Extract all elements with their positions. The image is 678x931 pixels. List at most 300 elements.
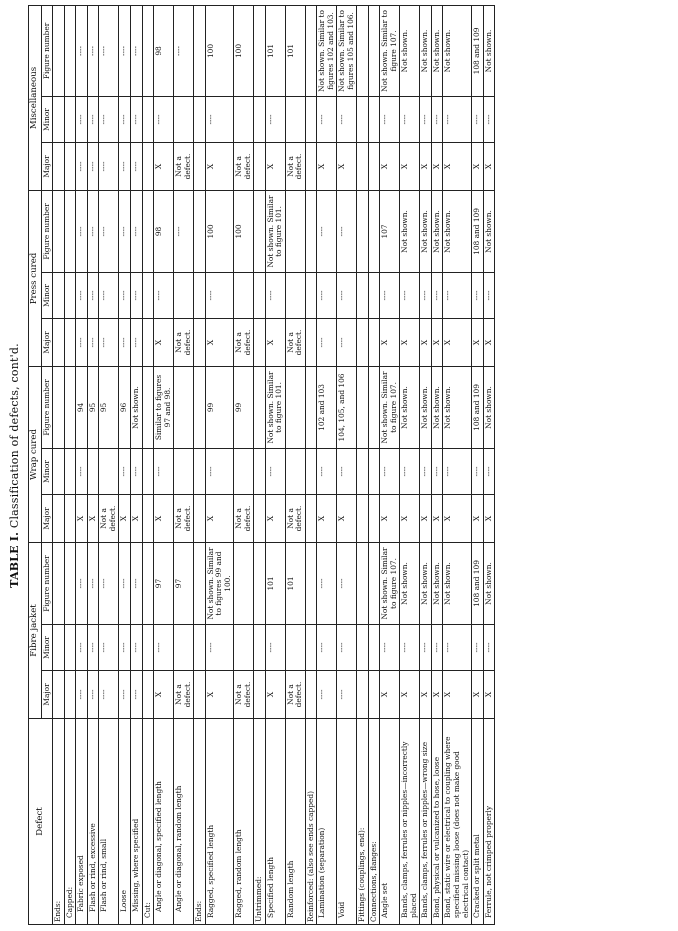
table-cell [64,5,76,96]
table-cell: 101 [265,542,285,624]
table-row [285,5,305,924]
table-cell: Not shown. [443,542,472,624]
table-cell: X [154,671,174,719]
table-cell: X [400,318,420,366]
table-cell: ---- [131,142,143,190]
table-cell: X [472,494,484,542]
defect-label: Missing, where specified [131,719,143,925]
table-cell: ---- [472,272,484,318]
defect-label: Flash or rind, small [99,719,119,925]
table-cell: ---- [431,625,443,671]
table-cell [64,190,76,272]
defect-label: Cracked or split metal [472,719,484,925]
table-cell: ---- [380,96,400,142]
table-cell: ---- [154,96,174,142]
table-cell: ---- [131,448,143,494]
table-cell [142,366,154,448]
subheader-figure-number: Figure number [41,190,53,272]
table-cell: ---- [337,96,357,142]
table-cell: ---- [337,448,357,494]
table-cell: 108 and 109 [472,542,484,624]
table-cell: ---- [472,448,484,494]
table-cell: 100 [234,190,254,272]
table-cell [368,190,380,272]
table-cell [53,448,65,494]
table-cell: 104, 105, and 106 [337,366,357,448]
table-cell: 95 [99,366,119,448]
table-cell [53,318,65,366]
table-cell [305,625,317,671]
table-cell: Not shown. [420,5,432,96]
defect-label: Fabric exposed [76,719,88,925]
table-cell: ---- [119,190,131,272]
table-cell: ---- [317,448,337,494]
defect-label: Lamination (separation) [317,719,337,925]
table-cell [305,142,317,190]
table-cell [234,542,254,624]
table-cell: ---- [119,272,131,318]
table-cell [234,625,254,671]
table-cell [87,448,99,494]
table-cell: ---- [205,448,234,494]
table-cell: X [431,142,443,190]
table-cell: Not shown. [400,190,420,272]
defect-label: Loose [119,719,131,925]
table-cell: ---- [174,190,194,272]
table-cell: ---- [76,625,88,671]
table-cell: Not a defect. [234,671,254,719]
table-cell: Not shown. Similar to figures 105 and 106. [337,5,357,96]
table-cell: ---- [472,96,484,142]
table-cell: Not shown. Similar to figure 107. [380,5,400,96]
table-cell [174,366,194,448]
table-cell [305,494,317,542]
table-cell: X [400,142,420,190]
table-cell [285,190,305,272]
table-cell: ---- [483,625,495,671]
table-cell: 100 [234,5,254,96]
table-cell: ---- [87,542,99,624]
table-cell: ---- [76,5,88,96]
table-cell [142,142,154,190]
table-cell: X [400,671,420,719]
table-cell: X [483,142,495,190]
table-cell: Not shown. [431,5,443,96]
table-cell: ---- [76,448,88,494]
table-cell: Not shown. [443,5,472,96]
table-cell: ---- [131,318,143,366]
table-cell [53,625,65,671]
table-cell: ---- [131,96,143,142]
subheader-major: Major [41,142,53,190]
defect-label: Bands, clamps, ferrules or nipples—wrong size [420,719,432,925]
table-cell: X [154,318,174,366]
table-row [254,5,266,924]
table-cell [194,142,206,190]
table-cell: ---- [87,625,99,671]
table-cell: X [205,318,234,366]
table-cell: ---- [76,542,88,624]
defect-label: Ragged, specified length [205,719,234,925]
table-cell: X [380,671,400,719]
table-cell: ---- [76,272,88,318]
table-cell: ---- [400,272,420,318]
table-cell: ---- [265,448,285,494]
table-cell [194,671,206,719]
table-cell: Not a defect. [99,494,119,542]
table-cell: ---- [443,96,472,142]
table-cell: ---- [443,448,472,494]
table-cell: 108 and 109 [472,366,484,448]
table-cell: Not a defect. [174,494,194,542]
table-cell: ---- [87,142,99,190]
defect-label: Ends: [53,719,65,925]
subheader-major: Major [41,494,53,542]
table-cell [368,448,380,494]
table-cell: ---- [265,625,285,671]
table-cell [368,272,380,318]
table-cell [234,272,254,318]
table-cell: X [431,494,443,542]
subheader-figure-number: Figure number [41,542,53,624]
table-cell: ---- [87,5,99,96]
table-cell: Not shown. [431,366,443,448]
table-cell: 95 [87,366,99,448]
table-cell: ---- [317,542,337,624]
table-cell: ---- [400,448,420,494]
table-cell: X [472,318,484,366]
table-cell: ---- [317,96,337,142]
table-cell: Not shown. [131,366,143,448]
table-cell [194,272,206,318]
table-cell: Similar to figures 97 and 98. [154,366,174,448]
table-cell: Not shown. [420,366,432,448]
table-cell: ---- [317,625,337,671]
table-cell [174,272,194,318]
table-cell [53,272,65,318]
table-cell [285,96,305,142]
table-cell: ---- [131,671,143,719]
table-cell [357,625,369,671]
table-cell: ---- [119,318,131,366]
defect-label: Ferrule, not crimped properly [483,719,495,925]
table-cell [194,366,206,448]
table-cell: Not shown. [420,190,432,272]
table-cell: X [119,494,131,542]
table-cell: Not shown. Similar to figure 101. [265,366,285,448]
table-cell: X [420,142,432,190]
table-cell: ---- [337,318,357,366]
table-cell [194,542,206,624]
table-cell: ---- [420,96,432,142]
table-cell: ---- [265,96,285,142]
table-row [76,5,88,924]
table-cell: ---- [131,625,143,671]
table-row [400,5,420,924]
table-cell: Not a defect. [234,494,254,542]
table-cell: ---- [400,625,420,671]
table-cell: ---- [317,671,337,719]
table-cell [357,448,369,494]
table-cell [64,366,76,448]
table-cell [53,96,65,142]
table-cell: Not shown. [443,366,472,448]
table-cell: ---- [76,142,88,190]
table-cell [285,272,305,318]
defect-label: Flash or rind, excessive [87,719,99,925]
table-cell [254,494,266,542]
table-cell: ---- [76,671,88,719]
table-cell: ---- [483,448,495,494]
table-row [420,5,432,924]
table-cell: 96 [119,366,131,448]
defect-label: Bond, static wire or electrical to coupling where specified missing loose (does not make good electrical contact) [443,719,472,925]
table-cell: Not shown. [483,190,495,272]
table-row [368,5,380,924]
table-cell [194,5,206,96]
table-cell: X [400,494,420,542]
table-cell [285,448,305,494]
table-cell: X [380,494,400,542]
table-cell: 99 [234,366,254,448]
table-cell [254,272,266,318]
defects-table [28,5,495,925]
table-cell [234,96,254,142]
table-cell [53,366,65,448]
defect-label: Random length [285,719,305,925]
table-cell [368,494,380,542]
group-header-fibre-jacket: Fibre jacket [29,542,42,718]
subheader-minor: Minor [41,272,53,318]
table-cell: 99 [205,366,234,448]
defect-label: Void [337,719,357,925]
table-cell: ---- [483,272,495,318]
table-cell: X [380,318,400,366]
defect-label: Connections, flanges: [368,719,380,925]
table-cell [194,318,206,366]
table-cell: ---- [119,542,131,624]
table-cell [194,96,206,142]
table-cell [254,542,266,624]
table-cell: Not shown. [420,542,432,624]
table-cell: ---- [131,5,143,96]
table-cell: Not shown. [400,542,420,624]
table-cell [368,542,380,624]
table-cell: Not shown. [400,5,420,96]
defect-label: Cut: [142,719,154,925]
table-cell [142,671,154,719]
table-cell [285,366,305,448]
table-cell: ---- [131,190,143,272]
table-cell: 94 [76,366,88,448]
table-cell: ---- [87,272,99,318]
table-cell: Not a defect. [234,142,254,190]
table-cell [254,5,266,96]
table-cell [174,625,194,671]
table-cell [368,625,380,671]
table-row [64,5,76,924]
table-cell: ---- [317,190,337,272]
table-cell [64,625,76,671]
header-row-groups [29,5,42,924]
table-row [317,5,337,924]
table-cell [305,96,317,142]
table-cell [142,494,154,542]
table-cell: Not shown. Similar to figures 99 and 100. [205,542,234,624]
table-cell: ---- [87,318,99,366]
table-row [337,5,357,924]
subheader-figure-number: Figure number [41,5,53,96]
table-cell: ---- [99,542,119,624]
table-cell: 102 and 103 [317,366,337,448]
table-row [472,5,484,924]
table-cell [53,190,65,272]
subheader-major: Major [41,671,53,719]
table-cell: Not shown. [443,190,472,272]
table-cell: Not shown. Similar to figure 107. [380,366,400,448]
table-row [131,5,143,924]
table-cell [305,448,317,494]
table-cell: X [317,494,337,542]
table-cell: 97 [174,542,194,624]
table-cell: ---- [99,318,119,366]
table-cell: ---- [205,272,234,318]
table-cell [194,190,206,272]
table-cell [64,96,76,142]
table-cell: 98 [154,190,174,272]
table-cell [174,448,194,494]
table-cell: X [443,494,472,542]
table-cell [174,96,194,142]
table-cell: ---- [99,671,119,719]
table-cell: ---- [380,448,400,494]
defect-label: Reinforced: (also see ends capped) [305,719,317,925]
table-cell [305,5,317,96]
table-cell [194,494,206,542]
table-row [205,5,234,924]
table-cell: 100 [205,5,234,96]
table-cell: X [483,318,495,366]
table-cell: Not shown. Similar to figure 101. [265,190,285,272]
table-cell: ---- [400,96,420,142]
table-cell: X [443,142,472,190]
table-cell: X [265,671,285,719]
defect-label: Capped: [64,719,76,925]
defect-label: Untrimmed: [254,719,266,925]
table-row [194,5,206,924]
table-cell: X [380,142,400,190]
table-cell: ---- [337,190,357,272]
table-cell [142,96,154,142]
table-cell [305,318,317,366]
defect-label: Bands, clamps, ferrules or nipples—incorrectly placed [400,719,420,925]
group-header-miscellaneous: Miscellaneous [29,5,42,190]
table-cell: ---- [76,190,88,272]
table-cell: ---- [317,318,337,366]
table-cell: ---- [99,272,119,318]
table-cell: ---- [431,96,443,142]
table-cell [357,494,369,542]
table-body [53,5,495,924]
table-cell: ---- [154,625,174,671]
table-row [87,5,99,924]
table-cell: ---- [337,671,357,719]
table-row [431,5,443,924]
table-cell: X [205,671,234,719]
defect-label: Ends: [194,719,206,925]
table-cell [305,272,317,318]
table-cell [142,448,154,494]
table-cell: Not a defect. [285,494,305,542]
table-cell: ---- [472,625,484,671]
table-row [154,5,174,924]
table-caption: Classification of defects, cont'd. [8,343,21,529]
defect-header: Defect [29,719,53,925]
table-cell: ---- [119,5,131,96]
table-cell: ---- [76,96,88,142]
table-cell [357,5,369,96]
table-cell [357,142,369,190]
defect-label: Ragged, random length [234,719,254,925]
table-cell: ---- [431,272,443,318]
table-cell: 101 [285,542,305,624]
table-cell: 101 [285,5,305,96]
table-cell: X [420,671,432,719]
subheader-minor: Minor [41,448,53,494]
table-cell: X [131,494,143,542]
table-cell: X [472,142,484,190]
table-row [483,5,495,924]
table-cell: ---- [99,625,119,671]
table-cell: X [205,142,234,190]
table-cell: ---- [99,190,119,272]
table-cell [357,671,369,719]
table-cell: ---- [483,96,495,142]
table-cell [254,142,266,190]
table-row [174,5,194,924]
table-cell: ---- [131,542,143,624]
table-row [142,5,154,924]
group-header-wrap-cured: Wrap cured [29,366,42,542]
table-cell: X [76,494,88,542]
defect-label: Angle or diagonal, random length [174,719,194,925]
table-cell [64,142,76,190]
table-cell: Not shown. [483,5,495,96]
table-cell [357,272,369,318]
table-cell [285,625,305,671]
table-cell: X [443,318,472,366]
table-cell: ---- [443,272,472,318]
defect-label: Angle set [380,719,400,925]
table-cell: ---- [99,5,119,96]
table-cell [254,190,266,272]
table-cell [142,318,154,366]
table-cell: Not shown. [483,366,495,448]
table-cell [64,494,76,542]
table-row [99,5,119,924]
table-cell: ---- [265,272,285,318]
table-cell [368,671,380,719]
table-cell: X [265,494,285,542]
table-cell: ---- [131,272,143,318]
table-cell: 98 [154,5,174,96]
table-cell [142,5,154,96]
table-cell: X [154,142,174,190]
table-number: TABLE I. [8,531,21,588]
table-cell [64,448,76,494]
table-cell [368,96,380,142]
table-cell: ---- [76,318,88,366]
